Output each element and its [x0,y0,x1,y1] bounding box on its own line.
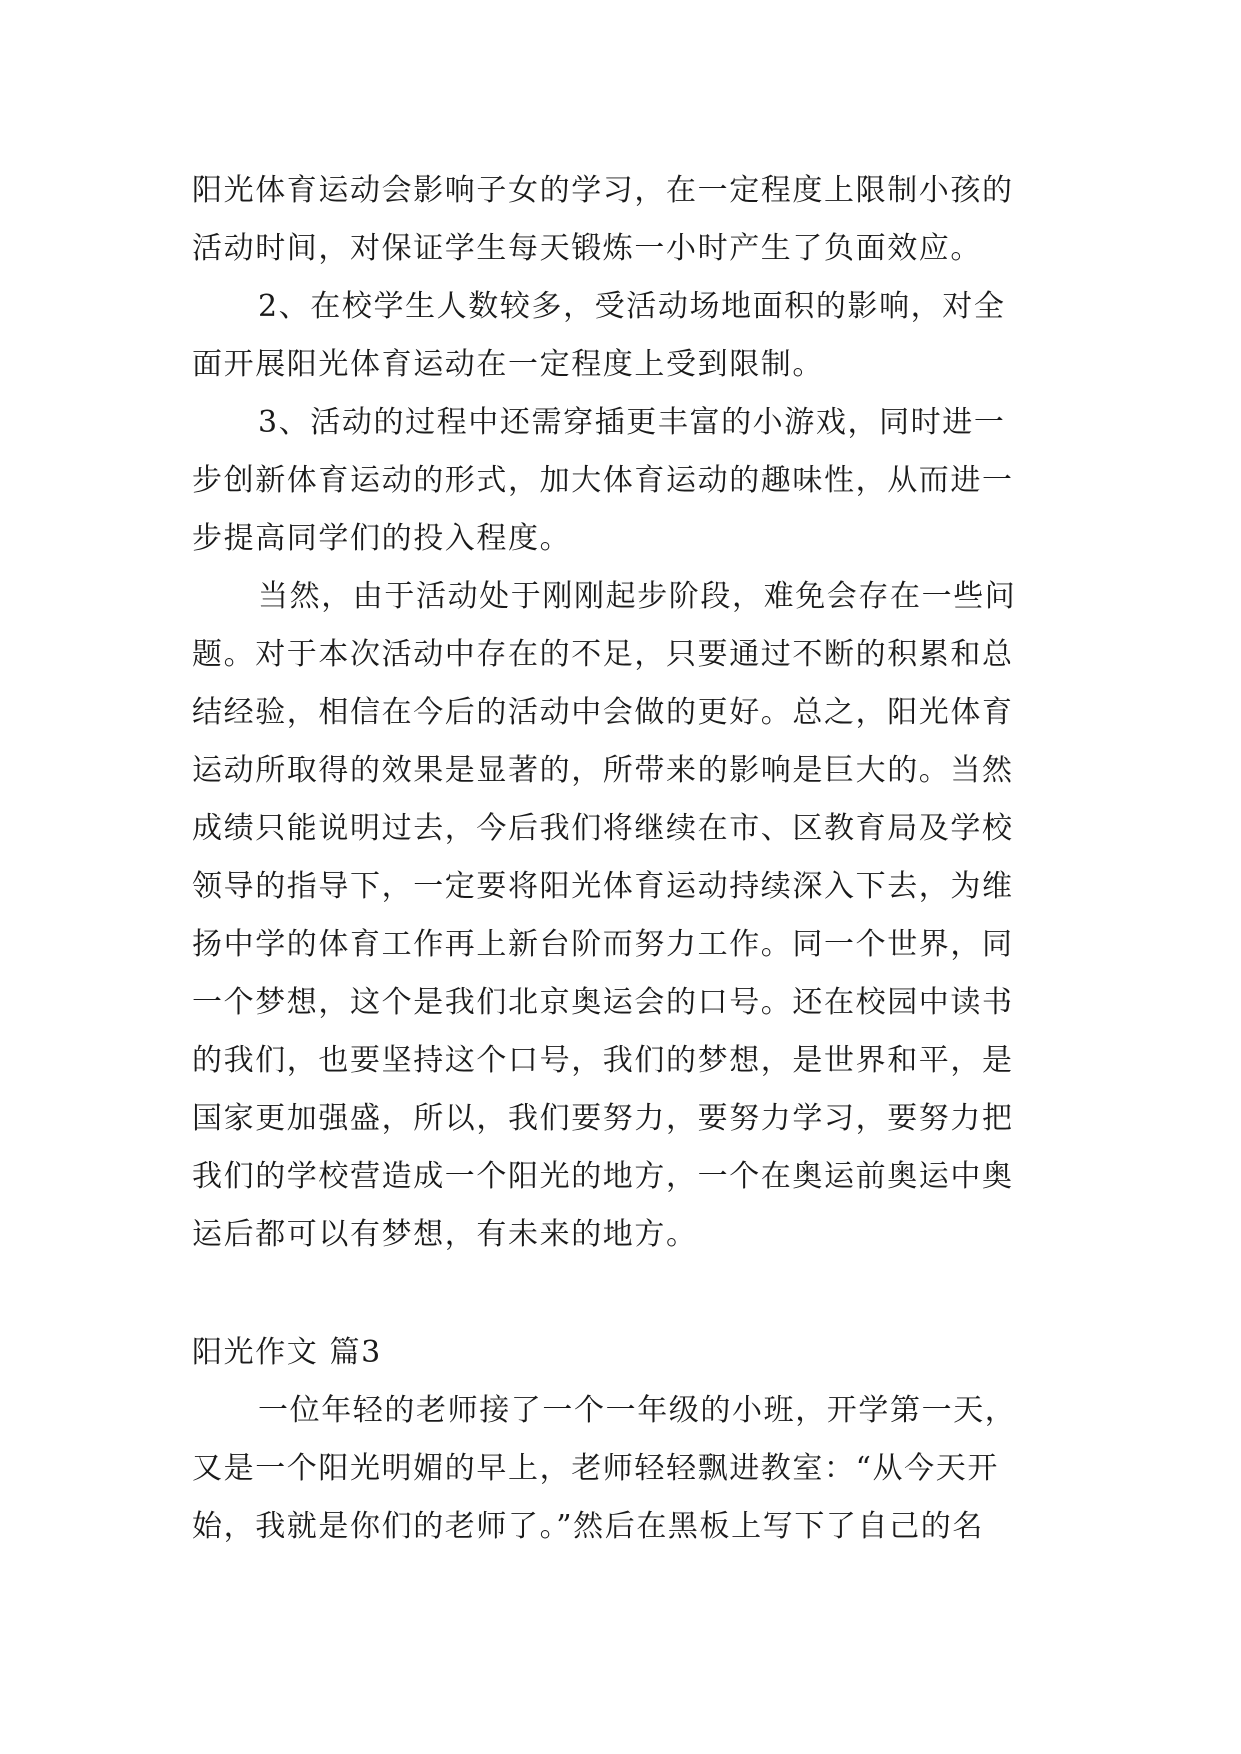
text-line: 领导的指导下，一定要将阳光体育运动持续深入下去，为维 [192,869,1014,904]
text-line: 运动所取得的效果是显著的，所带来的影响是巨大的。当然 [192,753,1014,788]
text-line: 题。对于本次活动中存在的不足，只要通过不断的积累和总 [192,637,1014,672]
paragraph [192,394,1058,568]
text-line: 一位年轻的老师接了一个一年级的小班，开学第一天， [258,1393,1017,1428]
text-line: 又是一个阳光明媚的早上，老师轻轻飘进教室：“从今天开 [192,1451,999,1486]
section-heading [192,1324,1058,1382]
document-body [192,162,1058,1556]
text-line: 当然，由于活动处于刚刚起步阶段，难免会存在一些问 [258,579,1017,614]
paragraph [192,568,1058,1264]
text-line: 结经验，相信在今后的活动中会做的更好。总之，阳光体育 [192,695,1014,730]
text-line: 我们的学校营造成一个阳光的地方，一个在奥运前奥运中奥 [192,1159,1014,1194]
text-line: 阳光体育运动会影响子女的学习，在一定程度上限制小孩的 [192,173,1014,208]
text-line: 始，我就是你们的老师了。”然后在黑板上写下了自己的名 [192,1509,984,1544]
paragraph [192,1382,1058,1556]
paragraph [192,278,1058,394]
text-line: 扬中学的体育工作再上新台阶而努力工作。同一个世界，同 [192,927,1014,962]
text-line: 步创新体育运动的形式，加大体育运动的趣味性，从而进一 [192,463,1014,498]
text-line: 面开展阳光体育运动在一定程度上受到限制。 [192,347,824,382]
text-line: 运后都可以有梦想，有未来的地方。 [192,1217,698,1252]
text-line: 的我们，也要坚持这个口号，我们的梦想，是世界和平，是 [192,1043,1014,1078]
text-line: 3、活动的过程中还需穿插更丰富的小游戏，同时进一 [258,405,1006,440]
paragraph [192,162,1058,278]
text-line: 步提高同学们的投入程度。 [192,521,572,556]
section-spacer [192,1264,1058,1324]
text-line: 国家更加强盛，所以，我们要努力，要努力学习，要努力把 [192,1101,1014,1136]
text-line: 2、在校学生人数较多，受活动场地面积的影响，对全 [258,289,1006,324]
section-title: 阳光作文 篇3 [192,1335,382,1370]
text-line: 成绩只能说明过去，今后我们将继续在市、区教育局及学校 [192,811,1014,846]
text-line: 一个梦想，这个是我们北京奥运会的口号。还在校园中读书 [192,985,1014,1020]
text-line: 活动时间，对保证学生每天锻炼一小时产生了负面效应。 [192,231,982,266]
